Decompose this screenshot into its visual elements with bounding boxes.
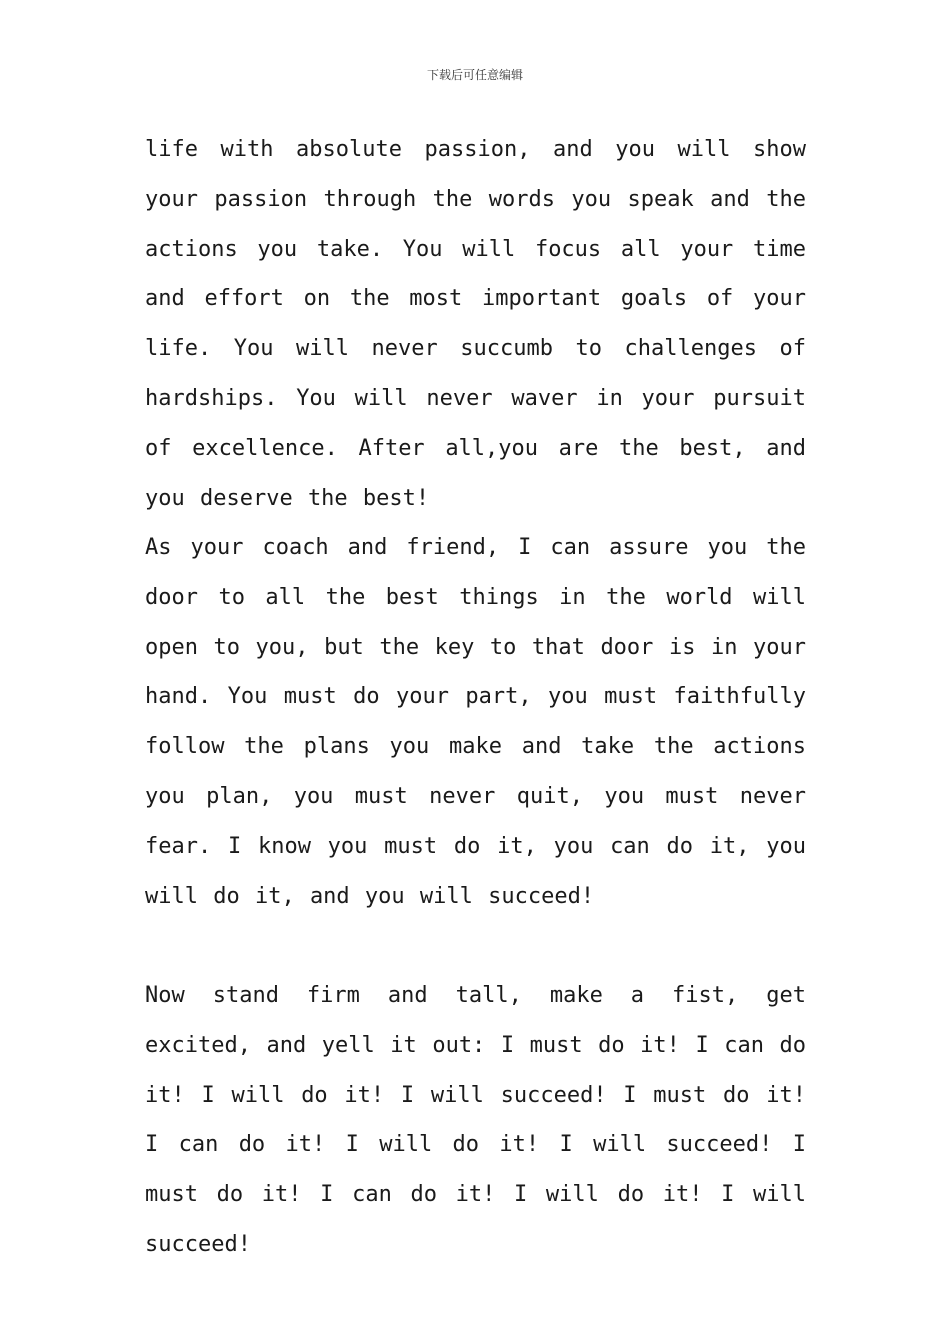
header-note: 下载后可任意编辑 bbox=[426, 68, 523, 82]
paragraph-1: life with absolute passion, and you will show your passion through the words you speak and the actions you take. You will focus all your time and effort on the most important goals of your life. You will never succumb to challenges of hardships. You will never waver in your pursuit of excellence. After all,you are the best, and you deserve the best! bbox=[145, 137, 806, 511]
paragraph-3: Now stand firm and tall, make a fist, get excited, and yell it out: I must do it! I can do it! I will do it! I will succeed! I must do it! I can do it! I will do it! I will succeed! I must do it! I can do it! I will do it! I will succeed! bbox=[145, 983, 806, 1257]
paragraph-2: As your coach and friend, I can assure you the door to all the best things in the world will open to you, but the key to that door is in your hand. You must do your part, you must faithfully follow the plans you make and take the actions you plan, you must never quit, you must never fear. I know you must do it, you can do it, you will do it, and you will succeed! bbox=[145, 535, 806, 909]
